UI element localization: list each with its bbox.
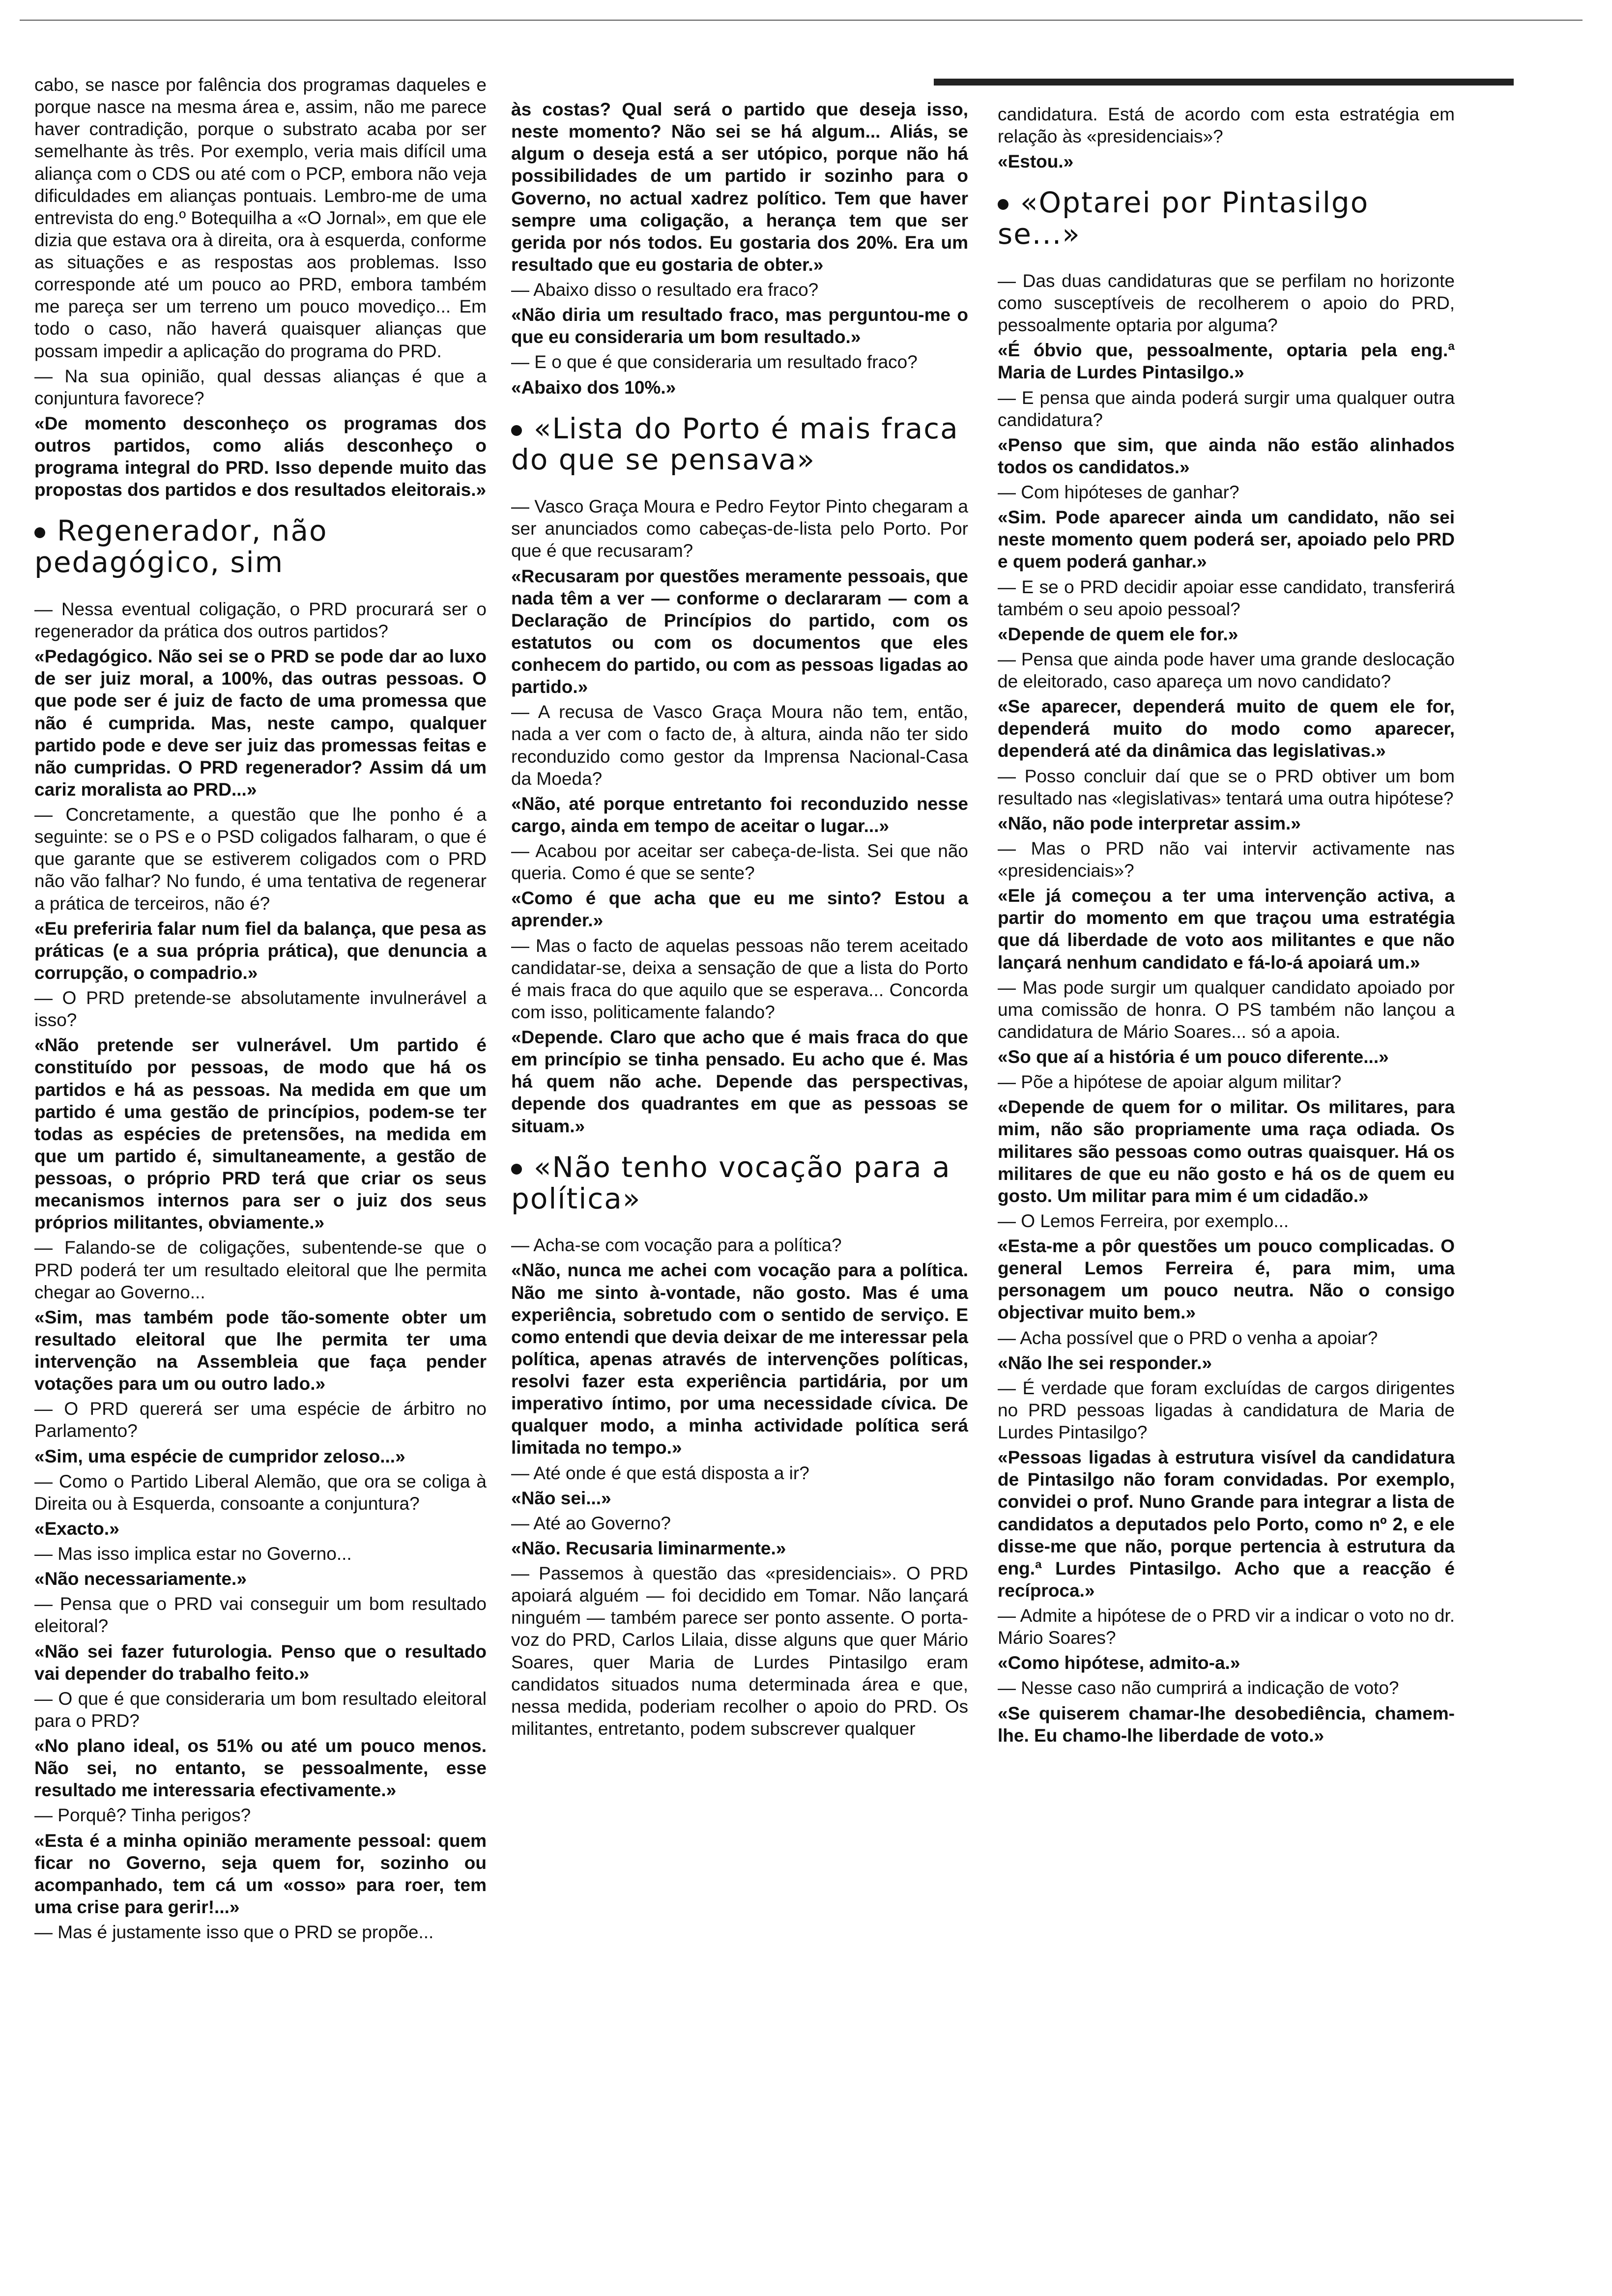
bullet-icon bbox=[511, 425, 522, 436]
paragraph: «Não. Recusaria liminarmente.» bbox=[511, 1538, 786, 1558]
paragraph: «Depende de quem ele for.» bbox=[998, 624, 1238, 644]
paragraph: «Abaixo dos 10%.» bbox=[511, 377, 676, 398]
subheading-lista: «Lista do Porto é mais fraca do que se pensava» bbox=[511, 411, 959, 477]
paragraph: «Pedagógico. Não sei se o PRD se pode dar ao luxo de ser juiz moral, a 100%, das outras pessoas. O que pode ser é juiz de facto de uma promessa que não é cumprida. Mas, neste campo, qualquer partido pode e deve ser juiz das promessas feitas e não cumpridas. O PRD regenerador? Assim dá um cariz moralista ao PRD...» bbox=[34, 646, 487, 800]
paragraph: — Na sua opinião, qual dessas alianças é que a conjuntura favorece? bbox=[34, 366, 487, 408]
paragraph: «Exacto.» bbox=[34, 1518, 119, 1539]
subheading-regenerador: Regenerador, não pedagógico, sim bbox=[34, 514, 328, 579]
paragraph: — Posso concluir daí que se o PRD obtiver um bom resultado nas «legislativas» tentará uma outra hipótese? bbox=[998, 766, 1455, 808]
paragraph: às costas? Qual será o partido que deseja isso, neste momento? Não sei se há algum... Aliás, se algum o deseja está a ser utópico, porque não há possibilidades de um partido ir sozinho para o Governo, no actual xadrez político. Tem que haver sempre uma coligação, a herança tem que ser gerida por nós todos. Eu gostaria dos 20%. Era um resultado que eu gostaria de obter.» bbox=[511, 99, 968, 275]
paragraph: — E o que é que consideraria um resultado fraco? bbox=[511, 352, 918, 373]
paragraph: — Mas isso implica estar no Governo... bbox=[34, 1544, 352, 1564]
paragraph: — Porquê? Tinha perigos? bbox=[34, 1805, 251, 1826]
paragraph: — Até ao Governo? bbox=[511, 1513, 671, 1533]
bullet-icon bbox=[511, 1164, 522, 1175]
paragraph: — Admite a hipótese de o PRD vir a indicar o voto no dr. Mário Soares? bbox=[998, 1606, 1455, 1648]
paragraph: — Mas pode surgir um qualquer candidato apoiado por uma comissão de honra. O PS também não lançou a candidatura de Mário Soares... só a apoia. bbox=[998, 977, 1455, 1042]
paragraph: «Como hipótese, admito-a.» bbox=[998, 1653, 1240, 1673]
paragraph: «Não, nunca me achei com vocação para a política. Não me sinto à-vontade, não gosto. Mas é uma experiência, sobretudo com o sentido de serviço. E como entendi que devia deixar de me interessar pela política, apenas através de intervenções políticas, resolvi fazer esta experiência partidária, por um imperativo íntimo, por uma necessidade cívica. De qualquer modo, a minha actividade política será limitada no tempo.» bbox=[511, 1260, 968, 1458]
paragraph: — A recusa de Vasco Graça Moura não tem, então, nada a ver com o facto de, à altura, ainda não ter sido reconduzido como gestor da Imprensa Nacional-Casa da Moeda? bbox=[511, 702, 968, 789]
paragraph: — Acabou por aceitar ser cabeça-de-lista. Sei que não queria. Como é que se sente? bbox=[511, 841, 968, 884]
paragraph: — Até onde é que está disposta a ir? bbox=[511, 1463, 809, 1483]
column-3 bbox=[998, 103, 1455, 1750]
paragraph: «No plano ideal, os 51% ou até um pouco menos. Não sei, no entanto, se pessoalmente, esse resultado me interessaria efectivamente.» bbox=[34, 1736, 487, 1801]
paragraph: — Mas o PRD não vai intervir activamente nas «presidenciais»? bbox=[998, 838, 1455, 881]
paragraph: «Sim, mas também pode tão-somente obter um resultado eleitoral que lhe permita ter uma intervenção na Assembleia que faça pender votações para um ou outro lado.» bbox=[34, 1307, 487, 1394]
paragraph: «Se quiserem chamar-lhe desobediência, chamem-lhe. Eu chamo-lhe liberdade de voto.» bbox=[998, 1703, 1455, 1746]
paragraph: «Não sei...» bbox=[511, 1488, 611, 1508]
paragraph: — Falando-se de coligações, subentende-se que o PRD poderá ter um resultado eleitoral que lhe permita chegar ao Governo... bbox=[34, 1237, 487, 1302]
paragraph: «Penso que sim, que ainda não estão alinhados todos os candidatos.» bbox=[998, 434, 1455, 477]
bullet-icon bbox=[34, 527, 45, 538]
column-2 bbox=[511, 98, 968, 1743]
paragraph: «Estou.» bbox=[998, 151, 1074, 172]
paragraph: — Acha possível que o PRD o venha a apoiar? bbox=[998, 1327, 1378, 1348]
paragraph: — Pensa que ainda pode haver uma grande deslocação de eleitorado, caso apareça um novo candidato? bbox=[998, 649, 1455, 692]
paragraph: «Não lhe sei responder.» bbox=[998, 1352, 1212, 1373]
paragraph: «Não, até porque entretanto foi reconduzido nesse cargo, ainda em tempo de aceitar o lugar...» bbox=[511, 793, 968, 836]
paragraph: — Das duas candidaturas que se perfilam no horizonte como susceptíveis de recolherem o apoio do PRD, pessoalmente optaria por alguma? bbox=[998, 270, 1455, 336]
paragraph: «So que aí a história é um pouco diferente...» bbox=[998, 1047, 1389, 1067]
paragraph: — E se o PRD decidir apoiar esse candidato, transferirá também o seu apoio pessoal? bbox=[998, 576, 1455, 619]
paragraph: — Pensa que o PRD vai conseguir um bom resultado eleitoral? bbox=[34, 1594, 487, 1636]
paragraph: «Depende de quem for o militar. Os militares, para mim, não são propriamente uma raça odiada. Os militares são pessoas como outras quaisquer. Há os militares de que eu não gosto e há os de quem eu gosto. Um militar para mim é um cidadão.» bbox=[998, 1097, 1455, 1206]
subheading-optarei: «Optarei por Pintasilgo se...» bbox=[998, 186, 1369, 251]
paragraph: — Vasco Graça Moura e Pedro Feytor Pinto chegaram a ser anunciados como cabeças-de-lista pelo Porto. Por que é que recusaram? bbox=[511, 496, 968, 561]
paragraph: «Sim. Pode aparecer ainda um candidato, não sei neste momento quem poderá ser, apoiado pelo PRD e quem poderá ganhar.» bbox=[998, 507, 1455, 572]
paragraph: — O que é que consideraria um bom resultado eleitoral para o PRD? bbox=[34, 1688, 487, 1731]
column-rule bbox=[934, 79, 1514, 86]
paragraph: «Recusaram por questões meramente pessoais, que nada têm a ver — conforme o declararam — com a Declaração de Princípios do partido, com os estatutos ou com os documentos que eles conhecem do partido, ou com as pessoas ligadas ao partido.» bbox=[511, 566, 968, 697]
paragraph: «De momento desconheço os programas dos outros partidos, como aliás desconheço o programa integral do PRD. Isso depende muito das propostas dos partidos e dos resultados eleitorais.» bbox=[34, 413, 487, 500]
paragraph: — Mas o facto de aquelas pessoas não terem aceitado candidatar-se, deixa a sensação de que a lista do Porto é mais fraca do que aquilo que se esperava... Concorda com isso, politicamente falando? bbox=[511, 935, 968, 1022]
paragraph: «Esta-me a pôr questões um pouco complicadas. O general Lemos Ferreira é, para mim, uma personagem um pouco neutra. Não o consigo objectivar muito bem.» bbox=[998, 1236, 1455, 1323]
paragraph: «Não diria um resultado fraco, mas perguntou-me o que eu consideraria um bom resultado.» bbox=[511, 305, 968, 347]
top-rule bbox=[20, 20, 1583, 21]
paragraph: — Acha-se com vocação para a política? bbox=[511, 1235, 842, 1256]
subheading-vocacao: «Não tenho vocação para a política» bbox=[511, 1150, 951, 1215]
paragraph: «Não necessariamente.» bbox=[34, 1569, 247, 1589]
paragraph: candidatura. Está de acordo com esta estratégia em relação às «presidenciais»? bbox=[998, 104, 1455, 147]
paragraph: — É verdade que foram excluídas de cargos dirigentes no PRD pessoas ligadas à candidatura de Maria de Lurdes Pintasilgo? bbox=[998, 1378, 1455, 1443]
paragraph: — O PRD quererá ser uma espécie de árbitro no Parlamento? bbox=[34, 1399, 487, 1441]
paragraph: — Nesse caso não cumprirá a indicação de voto? bbox=[998, 1678, 1399, 1698]
paragraph: «Não sei fazer futurologia. Penso que o resultado vai depender do trabalho feito.» bbox=[34, 1641, 487, 1684]
paragraph: — Põe a hipótese de apoiar algum militar? bbox=[998, 1072, 1342, 1092]
paragraph: «Esta é a minha opinião meramente pessoal: quem ficar no Governo, seja quem for, sozinho ou acompanhado, tem cá um «osso» para roer, tem uma crise para gerir!...» bbox=[34, 1830, 487, 1917]
bullet-icon bbox=[998, 199, 1008, 210]
paragraph: «Eu preferiria falar num fiel da balança, que pesa as práticas (e a sua própria prática), que denuncia a corrupção, o compadrio.» bbox=[34, 918, 487, 983]
paragraph: «Ele já começou a ter uma intervenção activa, a partir do momento em que traçou uma estratégia que dá liberdade de voto aos militantes e que não lançará nenhum candidato e fá-lo-á apoiará um.» bbox=[998, 886, 1455, 973]
paragraph: «Depende. Claro que acho que é mais fraca do que em princípio se tinha pensado. Eu acho que é. Mas há quem não ache. Depende das perspectivas, depende dos quadrantes em que as pessoas se situam.» bbox=[511, 1027, 968, 1136]
paragraph: — Mas é justamente isso que o PRD se propõe... bbox=[34, 1922, 434, 1943]
paragraph: «É óbvio que, pessoalmente, optaria pela eng.ª Maria de Lurdes Pintasilgo.» bbox=[998, 340, 1455, 383]
paragraph: «Como é que acha que eu me sinto? Estou a aprender.» bbox=[511, 888, 968, 931]
paragraph: «Se aparecer, dependerá muito de quem ele for, dependerá muito do modo como aparecer, dependerá até da dinâmica das legislativas.» bbox=[998, 696, 1455, 761]
paragraph: — Passemos à questão das «presidenciais». O PRD apoiará alguém — foi decidido em Tomar. Não lançará ninguém — também parece ser ponto assente. O porta-voz do PRD, Carlos Lilaia, disse alguns que quer Mário Soares, quer Maria de Lurdes Pintasilgo eram candidatos situados numa determinada área e que, nessa medida, poderiam recolher o apoio do PRD. Os militantes, entretanto, podem subscrever qualquer bbox=[511, 1563, 968, 1739]
paragraph: cabo, se nasce por falência dos programas daqueles e porque nasce na mesma área e, assim, não me parece haver contradição, porque o substrato acaba por ser semelhante às três. Por exemplo, veria mais difícil uma aliança com o CDS ou até com o PCP, embora não veja dificuldades em alianças pontuais. Lembro-me de uma entrevista do eng.º Botequilha a «O Jornal», em que ele dizia que estava ora à direita, ora à esquerda, conforme as situações e as respostas aos problemas. Isso corresponde até um pouco ao PRD, embora também me pareça ser um terreno um pouco movediço... Em todo o caso, não haverá quaisquer alianças que possam impedir a aplicação do programa do PRD. bbox=[34, 75, 487, 361]
paragraph: — Como o Partido Liberal Alemão, que ora se coliga à Direita ou à Esquerda, consoante a conjuntura? bbox=[34, 1471, 487, 1514]
paragraph: — Concretamente, a questão que lhe ponho é a seguinte: se o PS e o PSD coligados falharam, o que é que garante que se estiverem coligados com o PRD não vão falhar? No fundo, é uma tentativa de regenerar a prática de terceiros, não é? bbox=[34, 804, 487, 914]
paragraph: «Não pretende ser vulnerável. Um partido é constituído por pessoas, de modo que há os partidos e há as pessoas. Na medida em que um partido é uma gestão de princípios, podem-se ter todas as espécies de pretensões, na medida em que um partido é, simultaneamente, a gestão de pessoas, o próprio PRD terá que criar os seus mecanismos internos para ser o juiz dos seus próprios militantes, obviamente.» bbox=[34, 1035, 487, 1233]
paragraph: «Não, não pode interpretar assim.» bbox=[998, 813, 1301, 833]
paragraph: — Abaixo disso o resultado era fraco? bbox=[511, 280, 819, 300]
paragraph: «Pessoas ligadas à estrutura visível da candidatura de Pintasilgo não foram convidadas. Por exemplo, convidei o prof. Nuno Grande para integrar a lista de candidatos a deputados pelo Porto, como nº 2, e ele disse-me que não, porque pertencia à estrutura da eng.ª Lurdes Pintasilgo. Acho que a reacção é recíproca.» bbox=[998, 1447, 1455, 1601]
paragraph: — Nessa eventual coligação, o PRD procurará ser o regenerador da prática dos outros partidos? bbox=[34, 599, 487, 642]
paragraph: «Sim, uma espécie de cumpridor zeloso...» bbox=[34, 1446, 405, 1466]
paragraph: — O Lemos Ferreira, por exemplo... bbox=[998, 1210, 1289, 1231]
column-1 bbox=[34, 74, 487, 1946]
paragraph: — Com hipóteses de ganhar? bbox=[998, 482, 1239, 503]
paragraph: — E pensa que ainda poderá surgir uma qualquer outra candidatura? bbox=[998, 387, 1455, 430]
paragraph: — O PRD pretende-se absolutamente invulnerável a isso? bbox=[34, 988, 487, 1031]
